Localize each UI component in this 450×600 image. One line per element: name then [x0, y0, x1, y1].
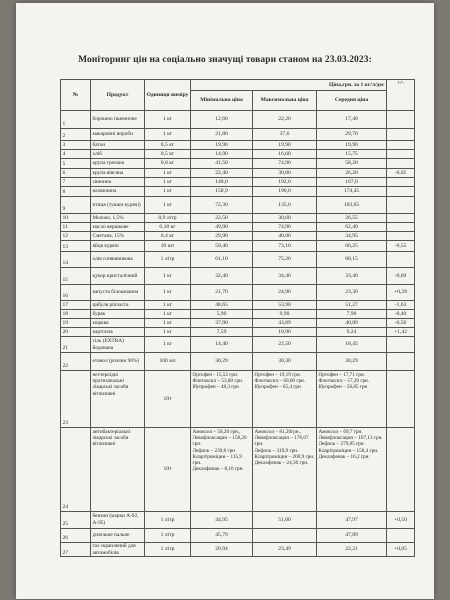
- cell-min: 5,90: [191, 310, 253, 319]
- cell-change: [387, 529, 415, 543]
- cell-min: 44,95: [191, 512, 253, 529]
- table-row: [61, 223, 415, 232]
- cell-no: 19: [61, 319, 91, 328]
- cell-avg: 47,97: [317, 512, 387, 529]
- table-row: [61, 241, 415, 252]
- table-row: [61, 187, 415, 197]
- cell-no: 24: [61, 428, 91, 512]
- cell-max: 51,00: [253, 512, 317, 529]
- cell-min: 21,80: [191, 129, 253, 141]
- table-header-row: [61, 80, 415, 91]
- cell-no: 16: [61, 285, 91, 301]
- table-row: [61, 328, 415, 337]
- cell-change: -1,63: [387, 301, 415, 310]
- cell-max: 74,90: [253, 159, 317, 169]
- cell-min: Амоксил – 58,20 грн., Левофлоксацин – 158,20 грн. Лефлок – 239,8 грн Кларітроміцин – 115,9 грн. Деклофенак – 8,10 грн.: [191, 428, 253, 512]
- cell-max: 22,50: [253, 337, 317, 353]
- cell-max: [253, 529, 317, 543]
- table-row: [61, 428, 415, 512]
- cell-no: 26: [61, 529, 91, 543]
- cell-no: 5: [61, 159, 91, 169]
- table-row: [61, 337, 415, 353]
- cell-max: 30,00: [253, 169, 317, 178]
- cell-change: [387, 141, 415, 150]
- cell-product: Сметана, 15%: [91, 232, 145, 241]
- cell-no: 3: [61, 141, 91, 150]
- cell-min: 12,60: [191, 111, 253, 129]
- cell-max: 190,0: [253, 187, 317, 197]
- cell-change: [387, 223, 415, 232]
- cell-unit: 10т: [145, 371, 191, 428]
- cell-min: 7,59: [191, 328, 253, 337]
- cell-no: 21: [61, 337, 91, 353]
- cell-product: крупа гречана: [91, 159, 145, 169]
- table-row: [61, 268, 415, 285]
- cell-no: 9: [61, 197, 91, 214]
- cell-unit: 1 кг: [145, 268, 191, 285]
- page-title: Моніторинг цін на соціально значущі товари станом на 23.03.2023:: [78, 55, 372, 65]
- cell-max: 30,30: [253, 353, 317, 371]
- cell-unit: 10 шт: [145, 241, 191, 252]
- cell-min: 22,40: [191, 169, 253, 178]
- cell-change: [387, 187, 415, 197]
- cell-max: 53,90: [253, 301, 317, 310]
- cell-min: 21,70: [191, 285, 253, 301]
- cell-unit: 100 мл: [145, 353, 191, 371]
- cell-max: 23,49: [253, 543, 317, 557]
- cell-avg: 40,89: [317, 319, 387, 328]
- cell-min: 72,30: [191, 197, 253, 214]
- cell-no: 27: [61, 543, 91, 557]
- cell-change: [387, 111, 415, 129]
- cell-change: [387, 178, 415, 187]
- cell-unit: 1 кг: [145, 328, 191, 337]
- cell-product: антибактеріальні лікарські засоби вітчизняні: [91, 428, 145, 512]
- cell-unit: 1 кг: [145, 310, 191, 319]
- header-min: Мінімальна ціна: [191, 91, 253, 111]
- cell-avg: 68,15: [317, 252, 387, 268]
- cell-product: капуста білокачанна: [91, 285, 145, 301]
- table-row: [61, 319, 415, 328]
- table-row: [61, 169, 415, 178]
- cell-no: 7: [61, 178, 91, 187]
- cell-unit: 1 кг: [145, 178, 191, 187]
- table-row: [61, 129, 415, 141]
- cell-change: [387, 159, 415, 169]
- cell-change: +0,05: [387, 543, 415, 557]
- table-row: [61, 543, 415, 557]
- cell-unit: 1 кг: [145, 319, 191, 328]
- table-row: [61, 512, 415, 529]
- cell-avg: 17,40: [317, 111, 387, 129]
- cell-unit: 0,5 кг: [145, 150, 191, 159]
- cell-min: Ортофен - 15,52 грн. Флогоксил – 53,80 грн. Ібупрофен – 48,3 грн: [191, 371, 253, 428]
- cell-avg: 66,25: [317, 241, 387, 252]
- cell-max: 75,20: [253, 252, 317, 268]
- header-change: +/-: [387, 80, 415, 111]
- table-row: [61, 159, 415, 169]
- cell-unit: 1 кг: [145, 169, 191, 178]
- cell-avg: 18,45: [317, 337, 387, 353]
- cell-product: борошно пшеничне: [91, 111, 145, 129]
- table-row: [61, 353, 415, 371]
- cell-no: 4: [61, 150, 91, 159]
- table-row: [61, 529, 415, 543]
- cell-max: 73,10: [253, 241, 317, 252]
- cell-product: олія соняшникова: [91, 252, 145, 268]
- table-row: [61, 178, 415, 187]
- cell-product: нестероїдні протизапальні лікарські засоби вітчизняні: [91, 371, 145, 428]
- cell-change: [387, 337, 415, 353]
- cell-change: -0,50: [387, 319, 415, 328]
- table-row: [61, 310, 415, 319]
- cell-change: [387, 232, 415, 241]
- header-no: №: [61, 80, 91, 111]
- cell-change: [387, 428, 415, 512]
- cell-min: 140,0: [191, 178, 253, 187]
- cell-change: -0,60: [387, 268, 415, 285]
- cell-product: цукор кристалічний: [91, 268, 145, 285]
- cell-unit: 1 кг: [145, 111, 191, 129]
- header-max: Максимальна ціна: [253, 91, 317, 111]
- cell-no: 13: [61, 241, 91, 252]
- cell-avg: 22,21: [317, 543, 387, 557]
- cell-no: 17: [61, 301, 91, 310]
- cell-min: 158,9: [191, 187, 253, 197]
- cell-max: 24,90: [253, 285, 317, 301]
- cell-change: +0,50: [387, 512, 415, 529]
- cell-change: -0,40: [387, 310, 415, 319]
- cell-change: -0,05: [387, 169, 415, 178]
- cell-product: батон: [91, 141, 145, 150]
- cell-change: [387, 197, 415, 214]
- cell-avg: 26,20: [317, 169, 387, 178]
- cell-max: 37,6: [253, 129, 317, 141]
- cell-product: сіль (EXTRA) йодована: [91, 337, 145, 353]
- cell-product: яловичина: [91, 187, 145, 197]
- cell-unit: 1 кг: [145, 337, 191, 353]
- cell-unit: 10т: [145, 428, 191, 512]
- cell-no: 20: [61, 328, 91, 337]
- cell-min: 19,90: [191, 141, 253, 150]
- table-row: [61, 197, 415, 214]
- table-row: [61, 252, 415, 268]
- cell-min: 59,40: [191, 241, 253, 252]
- table-row: [61, 301, 415, 310]
- cell-max: Ортофен – 19,19 грн. Флогоксил – 60,60 грн. Ібупрофен – 65,4 грн: [253, 371, 317, 428]
- cell-product: бензин (марки А-92, А-95): [91, 512, 145, 529]
- cell-change: [387, 371, 415, 428]
- cell-max: 16,60: [253, 150, 317, 159]
- cell-min: 32,40: [191, 268, 253, 285]
- cell-unit: 1 кг: [145, 301, 191, 310]
- cell-product: свинина: [91, 178, 145, 187]
- cell-unit: 0,18 кг: [145, 223, 191, 232]
- cell-min: 14,40: [191, 337, 253, 353]
- cell-max: Амоксил – 81,20грн., Левофлоксацин – 176,07 грн. Лефлок – 319,9 грн. Кларітроміцин – 200,9 грн. Деклофенак – 24,30 грн.: [253, 428, 317, 512]
- cell-min: 22,50: [191, 214, 253, 223]
- cell-no: 25: [61, 512, 91, 529]
- cell-product: дизельне пальне: [91, 529, 145, 543]
- cell-avg: 62,40: [317, 223, 387, 232]
- cell-unit: 0,9 літр: [145, 214, 191, 223]
- table-row: [61, 371, 415, 428]
- table-row: [61, 111, 415, 129]
- cell-no: 6: [61, 169, 91, 178]
- cell-unit: 0,8 кг: [145, 159, 191, 169]
- cell-no: 14: [61, 252, 91, 268]
- cell-product: хліб: [91, 150, 145, 159]
- cell-max: 9,90: [253, 310, 317, 319]
- cell-avg: 167,0: [317, 178, 387, 187]
- cell-min: 29,90: [191, 232, 253, 241]
- cell-unit: 0,5 кг: [145, 141, 191, 150]
- cell-unit: 1 кг: [145, 129, 191, 141]
- cell-no: 1: [61, 111, 91, 129]
- cell-avg: 26,55: [317, 214, 387, 223]
- cell-max: 19,90: [253, 141, 317, 150]
- cell-avg: 51,27: [317, 301, 387, 310]
- table-row: [61, 285, 415, 301]
- cell-max: 135,0: [253, 197, 317, 214]
- cell-product: морква: [91, 319, 145, 328]
- cell-max: 40,00: [253, 232, 317, 241]
- cell-product: макаронні вироби: [91, 129, 145, 141]
- cell-avg: 29,70: [317, 129, 387, 141]
- cell-min: 48,65: [191, 301, 253, 310]
- cell-min: 20,94: [191, 543, 253, 557]
- cell-avg: 103,65: [317, 197, 387, 214]
- cell-change: [387, 214, 415, 223]
- price-table: [60, 79, 415, 557]
- cell-unit: 1 літр: [145, 529, 191, 543]
- cell-no: 12: [61, 232, 91, 241]
- table-row: [61, 214, 415, 223]
- cell-avg: 15,75: [317, 150, 387, 159]
- cell-unit: 1 кг: [145, 187, 191, 197]
- cell-max: 43,89: [253, 319, 317, 328]
- cell-avg: 23,30: [317, 285, 387, 301]
- cell-unit: 0,4 кг: [145, 232, 191, 241]
- cell-unit: 1 літр: [145, 252, 191, 268]
- cell-no: 10: [61, 214, 91, 223]
- cell-no: 11: [61, 223, 91, 232]
- table-row: [61, 141, 415, 150]
- cell-max: 30,60: [253, 214, 317, 223]
- cell-product: крупа вівсяна: [91, 169, 145, 178]
- cell-unit: 1 кг: [145, 285, 191, 301]
- cell-avg: 9,24: [317, 328, 387, 337]
- cell-no: 8: [61, 187, 91, 197]
- cell-avg: Ортофен – 17,71 грн. Флогоксил – 57,20 грн. Ібупрофен – 56,85 грн: [317, 371, 387, 428]
- header-product: Продукт: [91, 80, 145, 111]
- header-price-group: Ціна,грн. за 1 кг/л/дес: [191, 80, 387, 91]
- cell-unit: 1 літр: [145, 512, 191, 529]
- cell-product: цибуля ріпчаста: [91, 301, 145, 310]
- cell-max: 34,40: [253, 268, 317, 285]
- cell-max: 74,90: [253, 223, 317, 232]
- cell-avg: 19,90: [317, 141, 387, 150]
- cell-avg: 7,90: [317, 310, 387, 319]
- cell-product: картопля: [91, 328, 145, 337]
- cell-change: +0,28: [387, 285, 415, 301]
- cell-no: 2: [61, 129, 91, 141]
- cell-max: 192,0: [253, 178, 317, 187]
- cell-change: [387, 252, 415, 268]
- cell-no: 18: [61, 310, 91, 319]
- cell-avg: 30,29: [317, 353, 387, 371]
- cell-avg: 58,20: [317, 159, 387, 169]
- cell-avg: 47,89: [317, 529, 387, 543]
- cell-product: масло вершкове: [91, 223, 145, 232]
- document-page: [16, 3, 434, 599]
- cell-min: 14,90: [191, 150, 253, 159]
- cell-product: птиця (тушки курячі): [91, 197, 145, 214]
- table-row: [61, 232, 415, 241]
- cell-product: етанол (розчин 96%): [91, 353, 145, 371]
- table-row: [61, 150, 415, 159]
- header-unit: Одиниця виміру: [145, 80, 191, 111]
- cell-change: [387, 129, 415, 141]
- cell-no: 22: [61, 353, 91, 371]
- cell-product: Молоко, 1,5%: [91, 214, 145, 223]
- cell-product: газ скраплений для автомобілів: [91, 543, 145, 557]
- cell-change: [387, 150, 415, 159]
- cell-unit: 1 кг: [145, 197, 191, 214]
- cell-avg: 33,40: [317, 268, 387, 285]
- cell-avg: 34,95: [317, 232, 387, 241]
- cell-no: 23: [61, 371, 91, 428]
- cell-min: 37,90: [191, 319, 253, 328]
- cell-min: 61,10: [191, 252, 253, 268]
- header-avg: Середня ціна: [317, 91, 387, 111]
- cell-unit: 1 літр: [145, 543, 191, 557]
- cell-min: 49,90: [191, 223, 253, 232]
- cell-change: [387, 353, 415, 371]
- cell-product: яйця курячі: [91, 241, 145, 252]
- cell-product: буряк: [91, 310, 145, 319]
- cell-no: 15: [61, 268, 91, 285]
- cell-min: 45,79: [191, 529, 253, 543]
- cell-change: +1,42: [387, 328, 415, 337]
- cell-max: 22,20: [253, 111, 317, 129]
- cell-avg: 174,45: [317, 187, 387, 197]
- cell-min: 41,50: [191, 159, 253, 169]
- cell-max: 10,90: [253, 328, 317, 337]
- cell-change: -0,55: [387, 241, 415, 252]
- cell-avg: Амоксил – 69,7 грн. Левофлоксацин – 167,13 грн. Лефлок – 279,85 грн. Кларітроміцин – 158,4 грн. Деклофенак – 16,2 грн.: [317, 428, 387, 512]
- cell-min: 30,29: [191, 353, 253, 371]
